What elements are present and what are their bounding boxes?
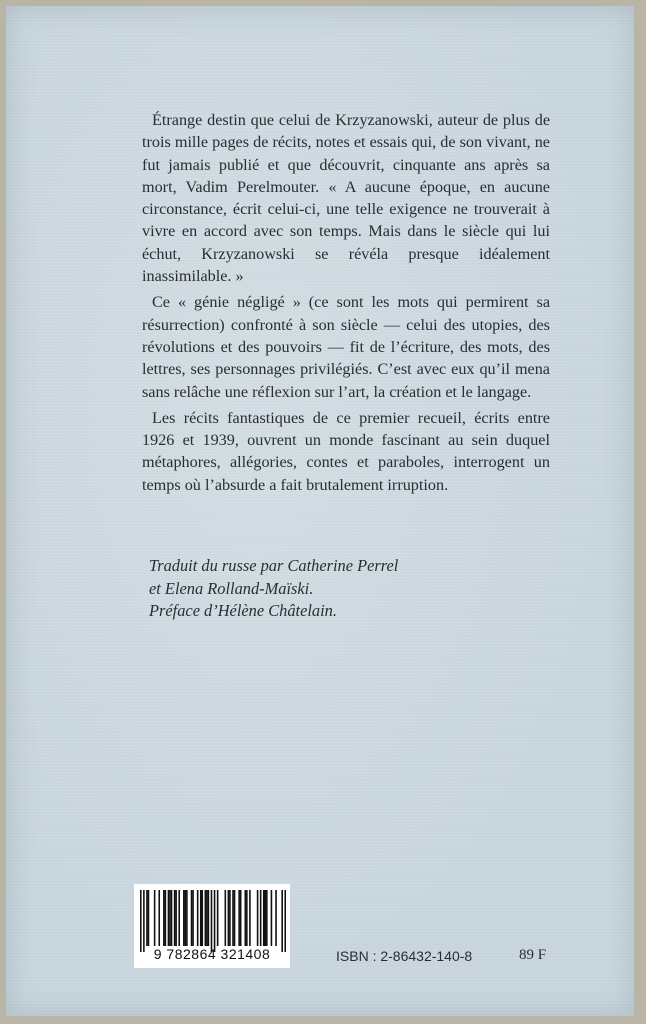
barcode-digits: 9 782864 321408: [153, 946, 271, 962]
barcode-bar: [249, 890, 251, 946]
barcode-bar: [201, 890, 203, 946]
barcode-bar: [178, 890, 180, 946]
barcode-bar: [197, 890, 199, 946]
barcode-bar: [169, 890, 171, 946]
translation-credits: [149, 555, 529, 623]
barcode-bar: [275, 890, 277, 946]
credits-line-3: Préface d’Hélène Châtelain.: [149, 601, 337, 620]
barcode-bar: [229, 890, 231, 946]
barcode-bar: [246, 890, 248, 946]
price-label: 89 F: [519, 947, 547, 963]
book-back-cover: [6, 6, 634, 1016]
barcode-bar: [206, 890, 208, 946]
barcode-bar: [225, 890, 227, 946]
barcode-bar: [284, 890, 286, 952]
barcode-bar: [271, 890, 273, 946]
barcode-bar: [186, 890, 188, 946]
blurb-paragraph-2: Ce « génie négligé » (ce sont les mots qui permirent sa résurrection) confronté à son siècle — celui des utopies, des révolutions et des pouvoirs — fit de l’écriture, des mots, des lettres, ses personnages privilégiés. C’est avec eux qu’il mena sans relâche une réflexion sur l’art, la création et le langage.: [142, 293, 550, 401]
back-cover-blurb: [142, 109, 550, 500]
barcode-bar: [205, 890, 207, 946]
barcode-bar: [266, 890, 268, 946]
barcode-bar: [245, 890, 247, 946]
barcode-bar: [148, 890, 150, 946]
barcode-bar: [154, 890, 156, 946]
barcode-bar: [143, 890, 145, 952]
barcode-bar: [168, 890, 170, 946]
barcode-bar: [211, 890, 213, 952]
barcode-bar: [208, 890, 210, 946]
barcode-bar: [174, 890, 176, 946]
barcode-bar: [263, 890, 265, 946]
blurb-paragraph-3: Les récits fantastiques de ce premier recueil, écrits entre 1926 et 1939, ouvrent un monde fascinant au sein duquel métaphores, allégories, contes et paraboles, interrogent un temps où l’absurde a fait brutalement irruption.: [142, 408, 550, 494]
barcode-bar: [232, 890, 234, 946]
barcode-bar: [240, 890, 242, 946]
barcode-bar: [234, 890, 236, 946]
barcode-bar: [214, 890, 216, 952]
barcode-bar: [281, 890, 283, 952]
barcode-bar: [171, 890, 173, 946]
barcode-bar: [175, 890, 177, 946]
barcode-bar: [260, 890, 262, 946]
barcode-bars: [140, 890, 286, 952]
barcode-bar: [191, 890, 193, 946]
barcode-bar: [228, 890, 230, 946]
barcode-bar: [146, 890, 148, 946]
barcode-bar: [185, 890, 187, 946]
barcode: [134, 884, 290, 968]
barcode-bar: [217, 890, 219, 946]
blurb-paragraph-1: Étrange destin que celui de Krzyzanowski, auteur de plus de trois mille pages de récits, notes et essais qui, de son vivant, ne fut jamais publié et que découvrit, cinquante ans après sa mort, Vadim Perelmouter. « A aucune époque, en aucune circonstance, écrit celui-ci, une telle exigence ne trouverait à vivre en accord avec son temps. Mais dans le siècle qui lui échut, Krzyzanowski se révéla presque idéalement inassimilable. »: [142, 111, 550, 286]
credits-line-2: et Elena Rolland-Maïski.: [149, 578, 314, 598]
barcode-bar: [183, 890, 185, 946]
barcode-bar: [238, 890, 240, 946]
barcode-bar: [200, 890, 202, 946]
barcode-bar: [140, 890, 142, 952]
barcode-bar: [257, 890, 259, 946]
barcode-bar: [163, 890, 165, 946]
barcode-bar: [165, 890, 167, 946]
credits-line-1: Traduit du russe par Catherine Perrel: [149, 556, 399, 575]
isbn-number: ISBN : 2-86432-140-8: [336, 948, 473, 964]
barcode-bar: [158, 890, 160, 946]
barcode-bar: [264, 890, 266, 946]
barcode-bar: [192, 890, 194, 946]
